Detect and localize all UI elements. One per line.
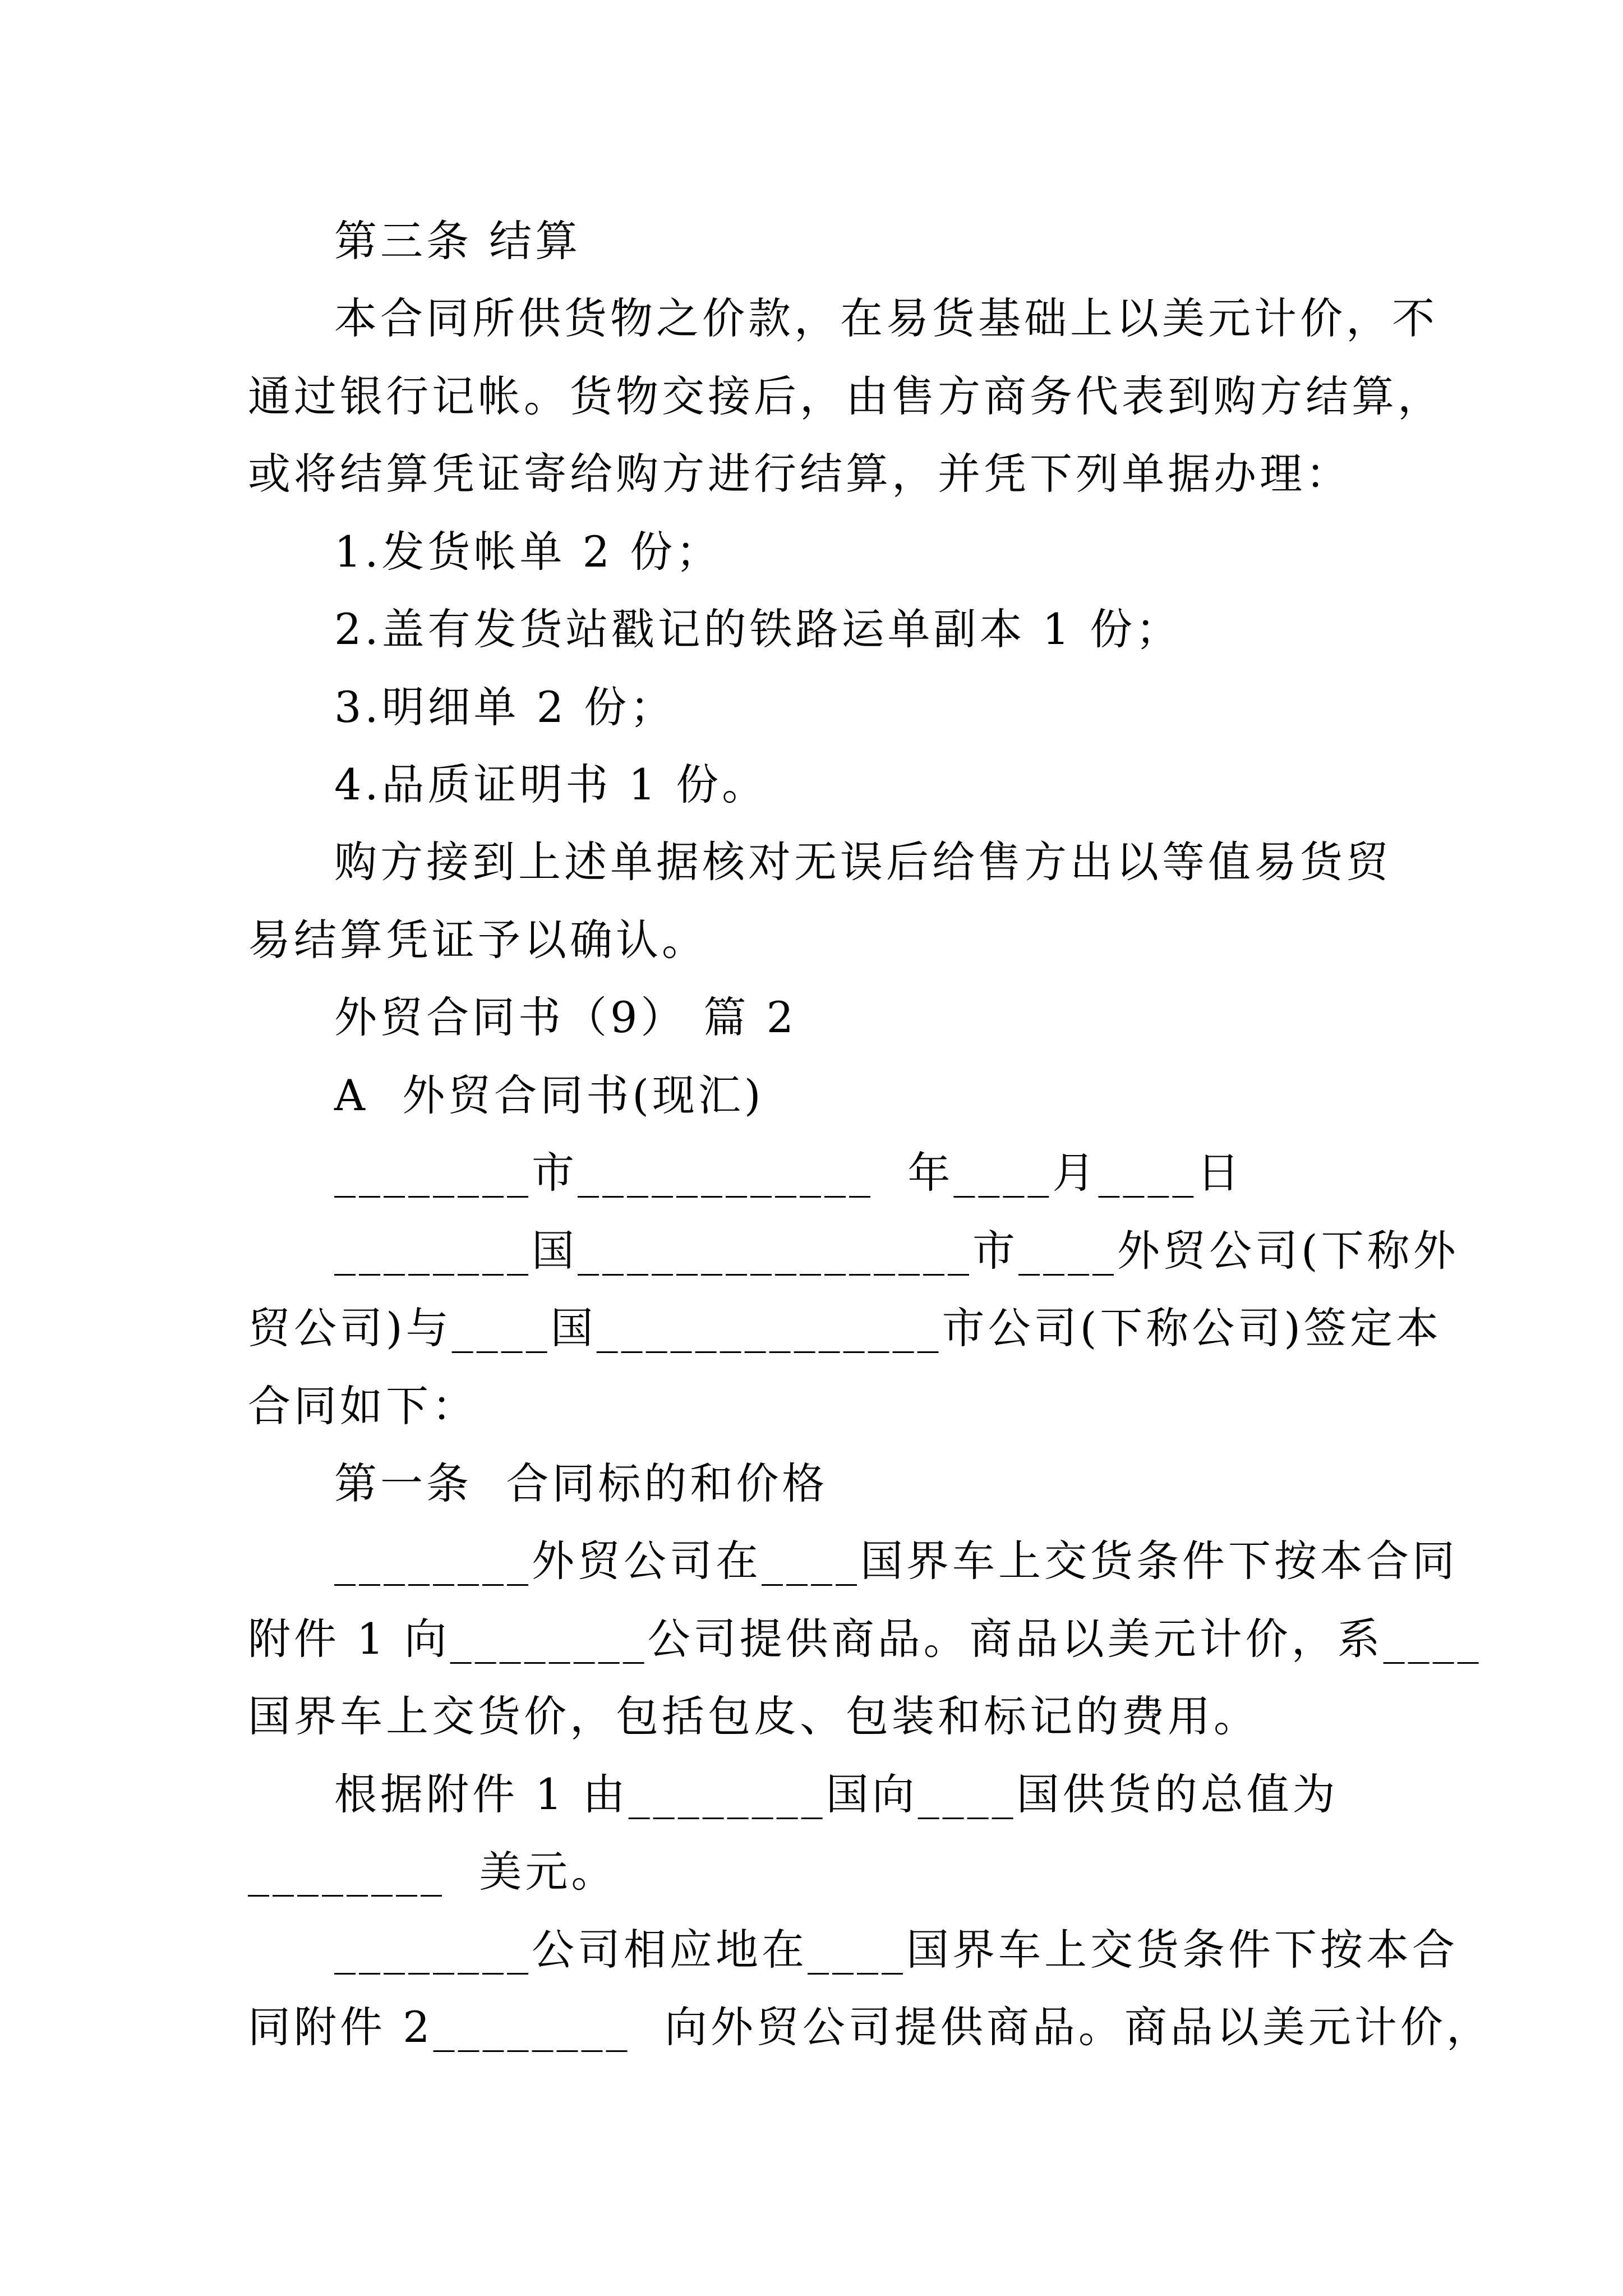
paragraph-line: 或将结算凭证寄给购方进行结算，并凭下列单据办理： xyxy=(248,449,1352,499)
paragraph-line: 国界车上交货价，包括包皮、包装和标记的费用。 xyxy=(248,1691,1260,1741)
paragraph-line: 易结算凭证予以确认。 xyxy=(248,915,708,965)
paragraph-line: 根据附件 1 由________国向____国供货的总值为 xyxy=(334,1769,1339,1819)
place-date-line: ________市____________ 年____月____日 xyxy=(334,1148,1243,1198)
list-item: 2.盖有发货站戳记的铁路运单副本 1 份； xyxy=(334,604,1182,654)
list-item: 1.发货帐单 2 份； xyxy=(334,527,722,577)
paragraph-line: 购方接到上述单据核对无误后给售方出以等值易货贸 xyxy=(334,837,1392,887)
section-heading-settlement: 第三条 结算 xyxy=(334,216,582,266)
paragraph-line: 附件 1 向________公司提供商品。商品以美元计价，系____ xyxy=(248,1614,1482,1664)
paragraph-line: ________ 美元。 xyxy=(248,1847,617,1897)
contract-subtitle: A 外贸合同书(现汇) xyxy=(334,1070,764,1120)
document-title: 外贸合同书（9） 篇 2 xyxy=(334,992,797,1042)
paragraph-line: 同附件 2________ 向外贸公司提供商品。商品以美元计价， xyxy=(248,2002,1492,2052)
section-heading-article-1: 第一条 合同标的和价格 xyxy=(334,1458,828,1508)
paragraph-line: 贸公司)与____国______________市公司(下称公司)签定本 xyxy=(248,1303,1442,1353)
paragraph-line: 合同如下： xyxy=(248,1381,478,1431)
paragraph-line: ________外贸公司在____国界车上交货条件下按本合同 xyxy=(334,1536,1458,1586)
list-item: 4.品质证明书 1 份。 xyxy=(334,760,768,809)
paragraph-line: 本合同所供货物之价款，在易货基础上以美元计价，不 xyxy=(334,293,1438,343)
paragraph-line: 通过银行记帐。货物交接后，由售方商务代表到购方结算， xyxy=(248,371,1444,421)
list-item: 3.明细单 2 份； xyxy=(334,682,676,732)
paragraph-line: ________公司相应地在____国界车上交货条件下按本合 xyxy=(334,1925,1458,1975)
paragraph-line: ________国________________市____外贸公司(下称外 xyxy=(334,1226,1459,1276)
